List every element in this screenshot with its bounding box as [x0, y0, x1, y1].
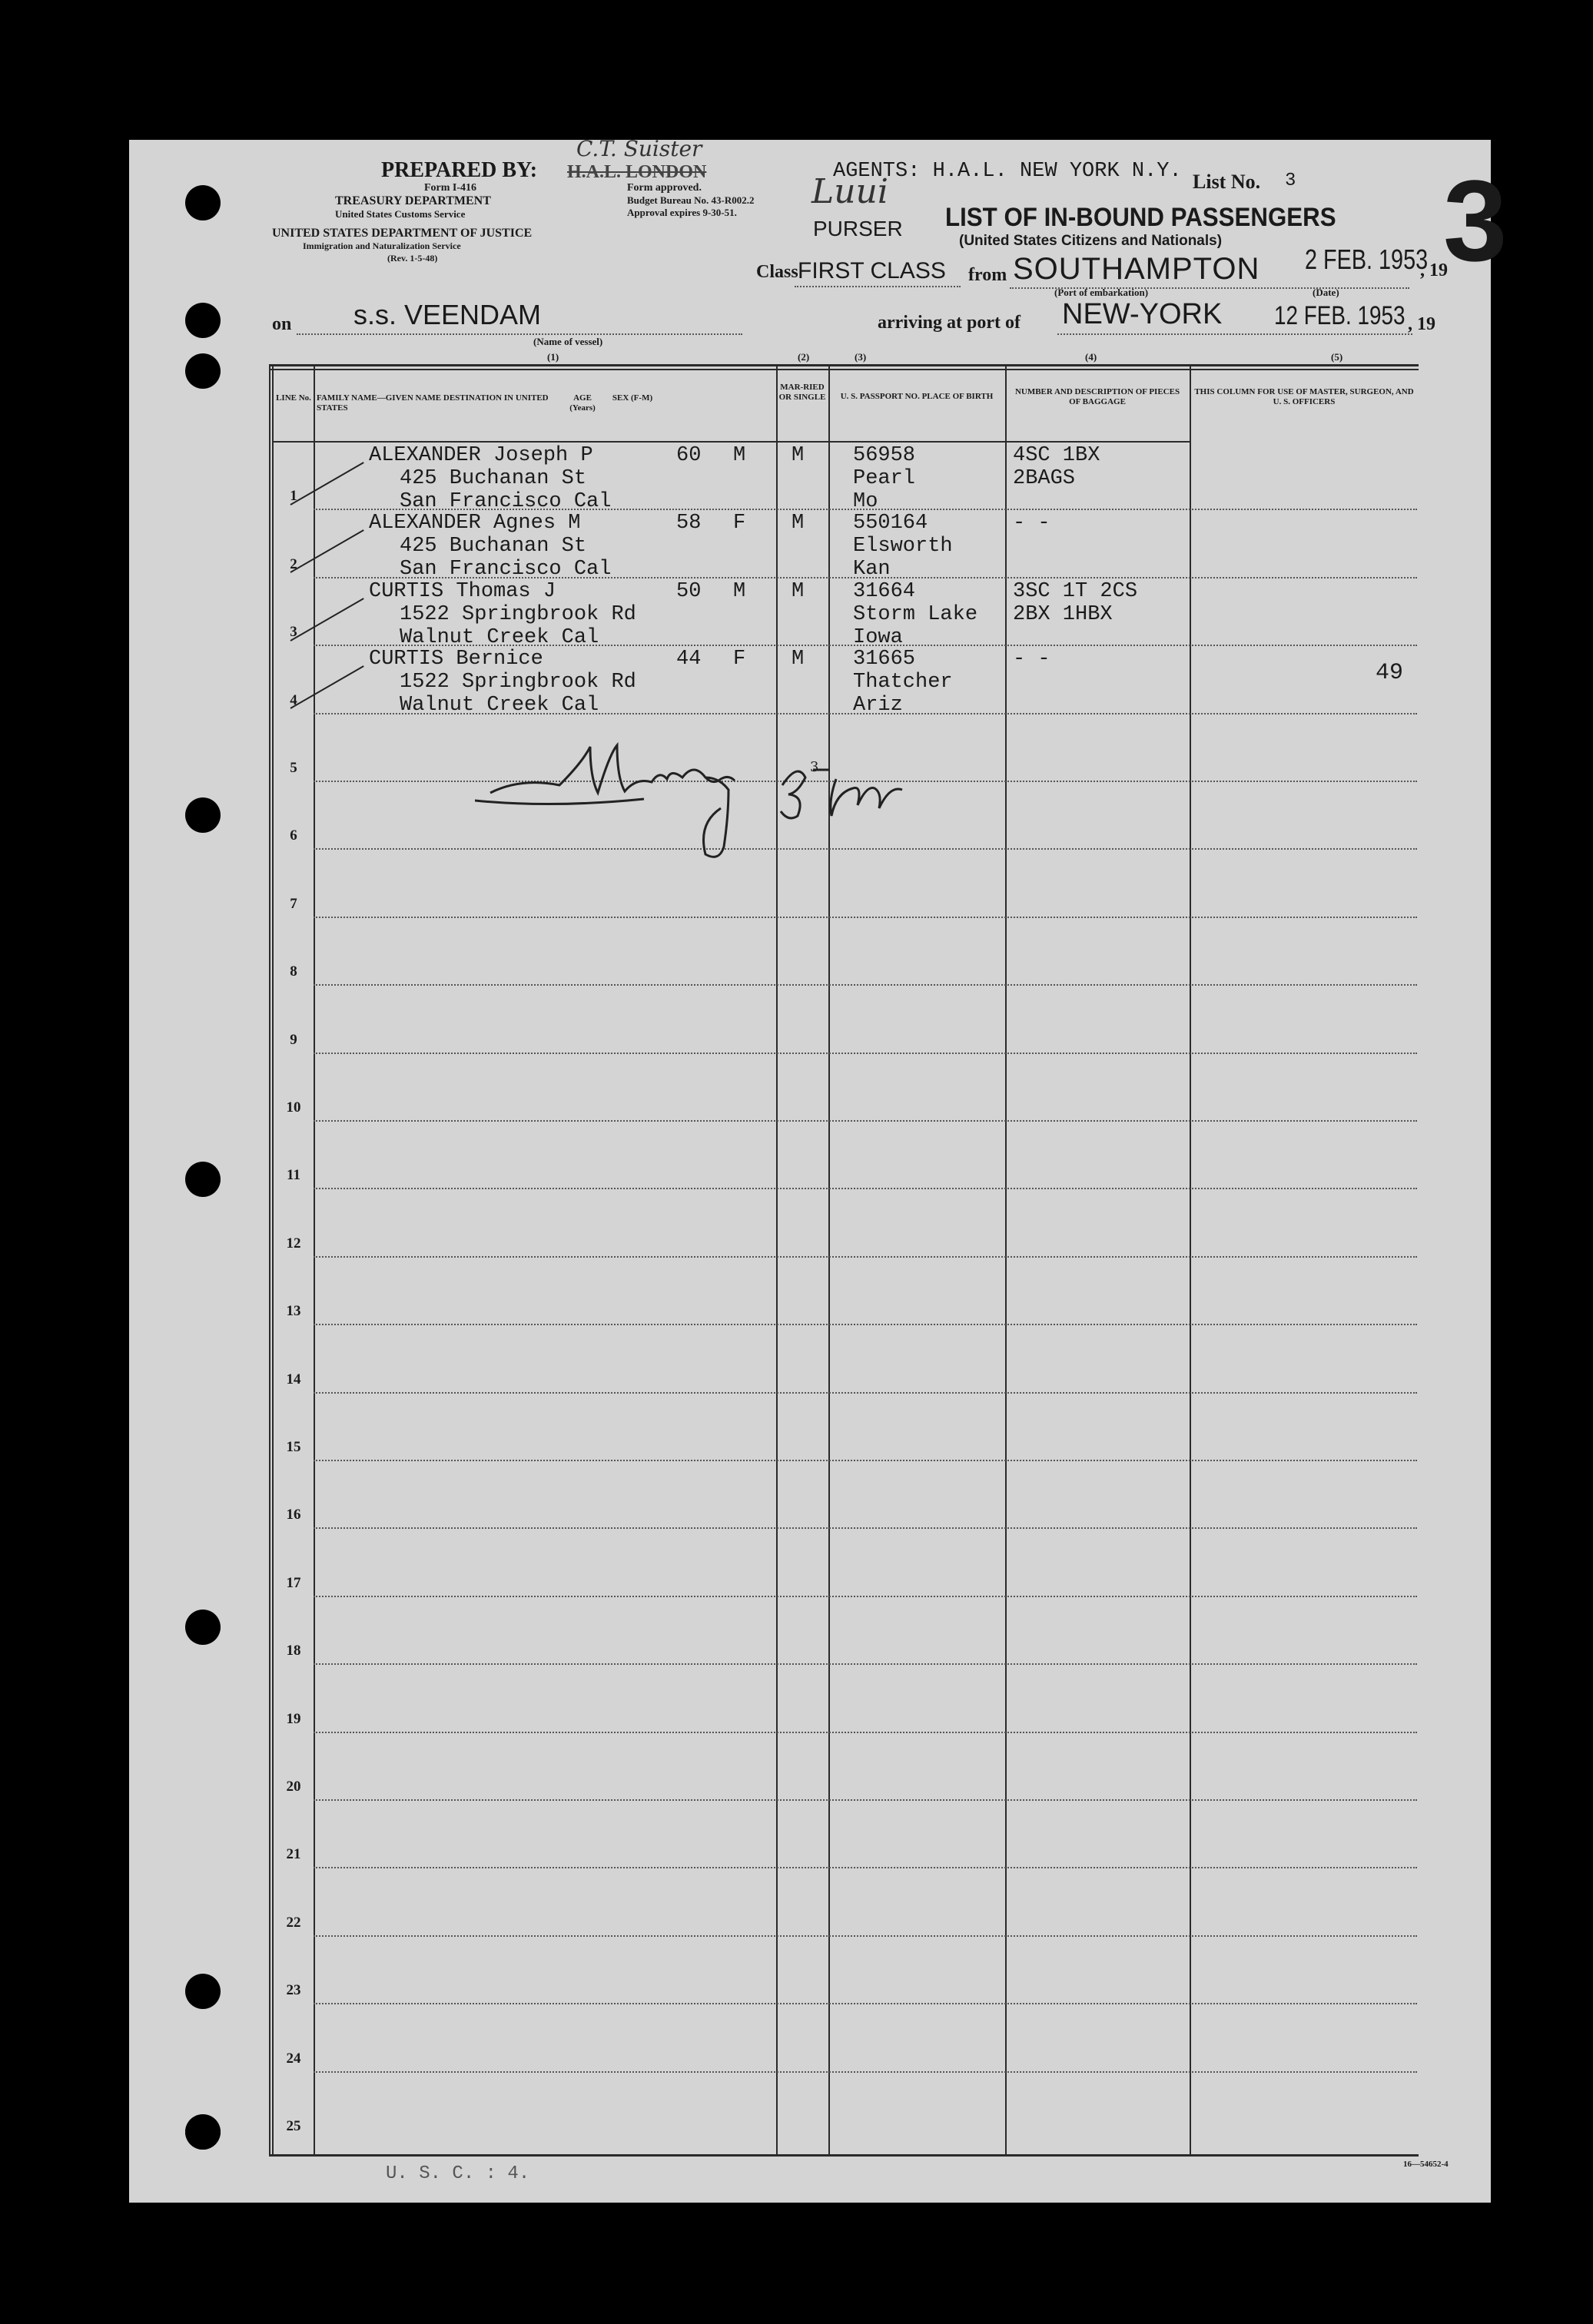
binder-hole: [185, 2114, 221, 2150]
row-divider: [314, 2071, 1417, 2073]
row-divider: [314, 1867, 1417, 1868]
col-number-4: (4): [1085, 351, 1097, 363]
passenger-birth1: Thatcher: [853, 671, 953, 695]
check-mark: [290, 598, 364, 642]
passenger-birth2: Ariz: [853, 694, 903, 718]
arrival-date: 12 FEB. 1953: [1274, 301, 1405, 330]
col-number-3: (3): [855, 351, 867, 363]
line-number: 20: [286, 1779, 301, 1795]
line-number: 17: [286, 1574, 301, 1591]
passenger-city: Walnut Creek Cal: [400, 694, 599, 718]
passenger-birth2: Iowa: [853, 625, 903, 649]
row-divider: [314, 1596, 1417, 1597]
passenger-passport: 550164: [853, 512, 928, 535]
prepared-by-label: PREPARED BY:: [381, 158, 538, 182]
passenger-age: 60: [676, 444, 702, 467]
passenger-married: M: [792, 512, 805, 535]
line-number: 1: [290, 488, 297, 505]
line-number: 8: [290, 963, 297, 980]
port-of-arrival: NEW-YORK: [1062, 298, 1223, 330]
prepared-by-handwritten: C.T. Suister: [576, 136, 702, 161]
row-divider: [314, 1799, 1417, 1801]
form-number: Form I-416: [424, 182, 477, 194]
col-number-2: (2): [798, 351, 810, 363]
purser-signature: Luui: [811, 172, 888, 211]
line-number: 14: [286, 1371, 301, 1387]
row-divider: [314, 1324, 1417, 1325]
line-number: 12: [286, 1235, 301, 1252]
col-number-5: (5): [1331, 351, 1343, 363]
department-of-justice: UNITED STATES DEPARTMENT OF JUSTICE: [272, 227, 533, 240]
binder-hole: [185, 303, 221, 338]
immigration-service: Immigration and Naturalization Service: [303, 240, 461, 251]
passenger-baggage2: 2BAGS: [1013, 467, 1076, 490]
passenger-passport: 31665: [853, 648, 916, 671]
line-number: 16: [286, 1507, 301, 1523]
binder-hole: [185, 1974, 221, 2009]
col-number-1: (1): [547, 351, 559, 363]
master-signature: [475, 731, 951, 870]
check-mark: [290, 530, 364, 574]
passenger-age: 50: [676, 579, 702, 603]
line-number: 10: [286, 1099, 301, 1116]
passenger-birth2: Mo: [853, 490, 878, 513]
line-number: 24: [286, 2050, 301, 2067]
passenger-age: 44: [676, 648, 702, 671]
agents: AGENTS: H.A.L. NEW YORK N.Y.: [833, 160, 1182, 183]
header-name: FAMILY NAME—GIVEN NAME DESTINATION IN UNITED STATES: [317, 393, 549, 413]
line-number: 23: [286, 1982, 301, 1999]
manifest-page: [129, 136, 1508, 2203]
header-officers: THIS COLUMN FOR USE OF MASTER, SURGEON, AND U. S. OFFICERS: [1194, 387, 1414, 406]
class-value: FIRST CLASS: [798, 258, 946, 283]
from-label: from: [968, 265, 1007, 285]
budget-bureau: Budget Bureau No. 43-R002.2: [627, 194, 755, 206]
passenger-name: ALEXANDER Agnes M: [369, 512, 581, 535]
prepared-by-struck: H.A.L. LONDON: [567, 162, 707, 182]
departure-date: 2 FEB. 1953: [1305, 244, 1429, 275]
row-divider: [314, 2003, 1417, 2004]
row-divider: [314, 1935, 1417, 1937]
header-line-no: LINE No.: [276, 393, 311, 403]
binder-hole: [185, 797, 221, 833]
line-number: 18: [286, 1643, 301, 1659]
header-passport: U. S. PASSPORT NO. PLACE OF BIRTH: [840, 392, 994, 401]
row-divider: [314, 1527, 1417, 1529]
line-number: 3: [290, 624, 297, 641]
passenger-married: M: [792, 444, 805, 467]
passenger-street: 425 Buchanan St: [400, 535, 587, 559]
approval-expires: Approval expires 9-30-51.: [627, 207, 737, 218]
passenger-sex: F: [733, 512, 746, 535]
passenger-city: Walnut Creek Cal: [400, 625, 599, 649]
vessel-caption: (Name of vessel): [533, 336, 603, 347]
passenger-baggage1: 3SC 1T 2CS: [1013, 579, 1138, 603]
customs-service: United States Customs Service: [335, 208, 466, 220]
passenger-birth1: Pearl: [853, 467, 916, 490]
line-number: 13: [286, 1303, 301, 1320]
list-no-label: List No.: [1193, 171, 1261, 193]
passenger-street: 1522 Springbrook Rd: [400, 671, 636, 695]
passenger-name: CURTIS Bernice: [369, 648, 543, 671]
passenger-sex: F: [733, 648, 746, 671]
row-divider: [314, 984, 1417, 986]
binder-hole: [185, 1162, 221, 1197]
header-baggage: NUMBER AND DESCRIPTION OF PIECES OF BAGGAGE: [1014, 387, 1180, 406]
line-number: 9: [290, 1031, 297, 1048]
passenger-street: 1522 Springbrook Rd: [400, 602, 636, 626]
row-divider: [314, 1120, 1417, 1122]
manifest-title: LIST OF IN-BOUND PASSENGERS: [945, 203, 1336, 232]
passenger-sex: M: [733, 579, 746, 603]
header-sex: SEX (F-M): [612, 393, 653, 403]
passenger-birth1: Elsworth: [853, 535, 953, 559]
passenger-birth1: Storm Lake: [853, 602, 978, 626]
check-mark: [290, 665, 364, 709]
line-number: 11: [287, 1167, 300, 1184]
revision: (Rev. 1-5-48): [387, 253, 438, 264]
check-mark: [290, 462, 364, 506]
purser-label: PURSER: [813, 217, 903, 240]
passenger-city: San Francisco Cal: [400, 558, 612, 582]
passenger-baggage1: - -: [1013, 512, 1050, 535]
passenger-passport: 56958: [853, 444, 916, 467]
list-no: 3: [1285, 171, 1296, 191]
line-number: 2: [290, 555, 297, 572]
passenger-sex: M: [733, 444, 746, 467]
passenger-street: 425 Buchanan St: [400, 467, 587, 490]
line-number: 15: [286, 1439, 301, 1455]
line-number: 19: [286, 1710, 301, 1727]
footer-left: U. S. C. : 4.: [386, 2163, 530, 2184]
passenger-city: San Francisco Cal: [400, 490, 612, 513]
row-divider: [314, 1663, 1417, 1665]
passenger-name: CURTIS Thomas J: [369, 579, 556, 603]
port-of-embarkation: SOUTHAMPTON: [1013, 252, 1260, 286]
date-caption: (Date): [1313, 287, 1339, 298]
passenger-baggage1: - -: [1013, 648, 1050, 671]
passenger-married: M: [792, 648, 805, 671]
line-number: 6: [290, 827, 297, 844]
line-number: 4: [290, 691, 297, 708]
row-divider: [314, 1392, 1417, 1394]
passenger-married: M: [792, 579, 805, 603]
on-label: on: [272, 314, 292, 334]
line-number: 25: [286, 2118, 301, 2134]
treasury-department: TREASURY DEPARTMENT: [335, 194, 491, 207]
binder-hole: [185, 1610, 221, 1645]
passenger-baggage2: 2BX 1HBX: [1013, 602, 1113, 626]
svg-text:3: 3: [810, 759, 819, 775]
passenger-officer-note: 49: [1376, 660, 1404, 687]
line-number: 22: [286, 1914, 301, 1931]
passenger-passport: 31664: [853, 579, 916, 603]
passenger-name: ALEXANDER Joseph P: [369, 444, 593, 467]
passenger-baggage1: 4SC 1BX: [1013, 444, 1100, 467]
port-embark-caption: (Port of embarkation): [1054, 287, 1149, 298]
row-divider: [314, 1732, 1417, 1733]
row-divider: [314, 1188, 1417, 1189]
list-big-number: 3: [1443, 156, 1508, 285]
header-age: AGE (Years): [569, 393, 596, 413]
form-approved: Form approved.: [627, 182, 702, 194]
vessel-name: s.s. VEENDAM: [353, 299, 542, 330]
binder-hole: [185, 185, 221, 220]
arrival-date-suffix: , 19: [1408, 314, 1435, 334]
class-label: Class: [756, 262, 798, 282]
row-divider: [314, 1460, 1417, 1461]
line-number: 21: [286, 1846, 301, 1863]
passenger-birth2: Kan: [853, 558, 891, 582]
line-number: 7: [290, 895, 297, 912]
passenger-age: 58: [676, 512, 702, 535]
row-divider: [314, 917, 1417, 918]
arriving-label: arriving at port of: [878, 313, 1021, 333]
binder-hole: [185, 353, 221, 389]
line-number: 5: [290, 760, 297, 776]
manifest-subtitle: (United States Citizens and Nationals): [959, 233, 1223, 249]
departure-date-suffix: , 19: [1420, 260, 1448, 280]
footer-right: 16—54652-4: [1403, 2160, 1449, 2169]
header-married: MAR-RIED OR SINGLE: [778, 383, 826, 402]
row-divider: [314, 1256, 1417, 1258]
row-divider: [314, 1053, 1417, 1054]
